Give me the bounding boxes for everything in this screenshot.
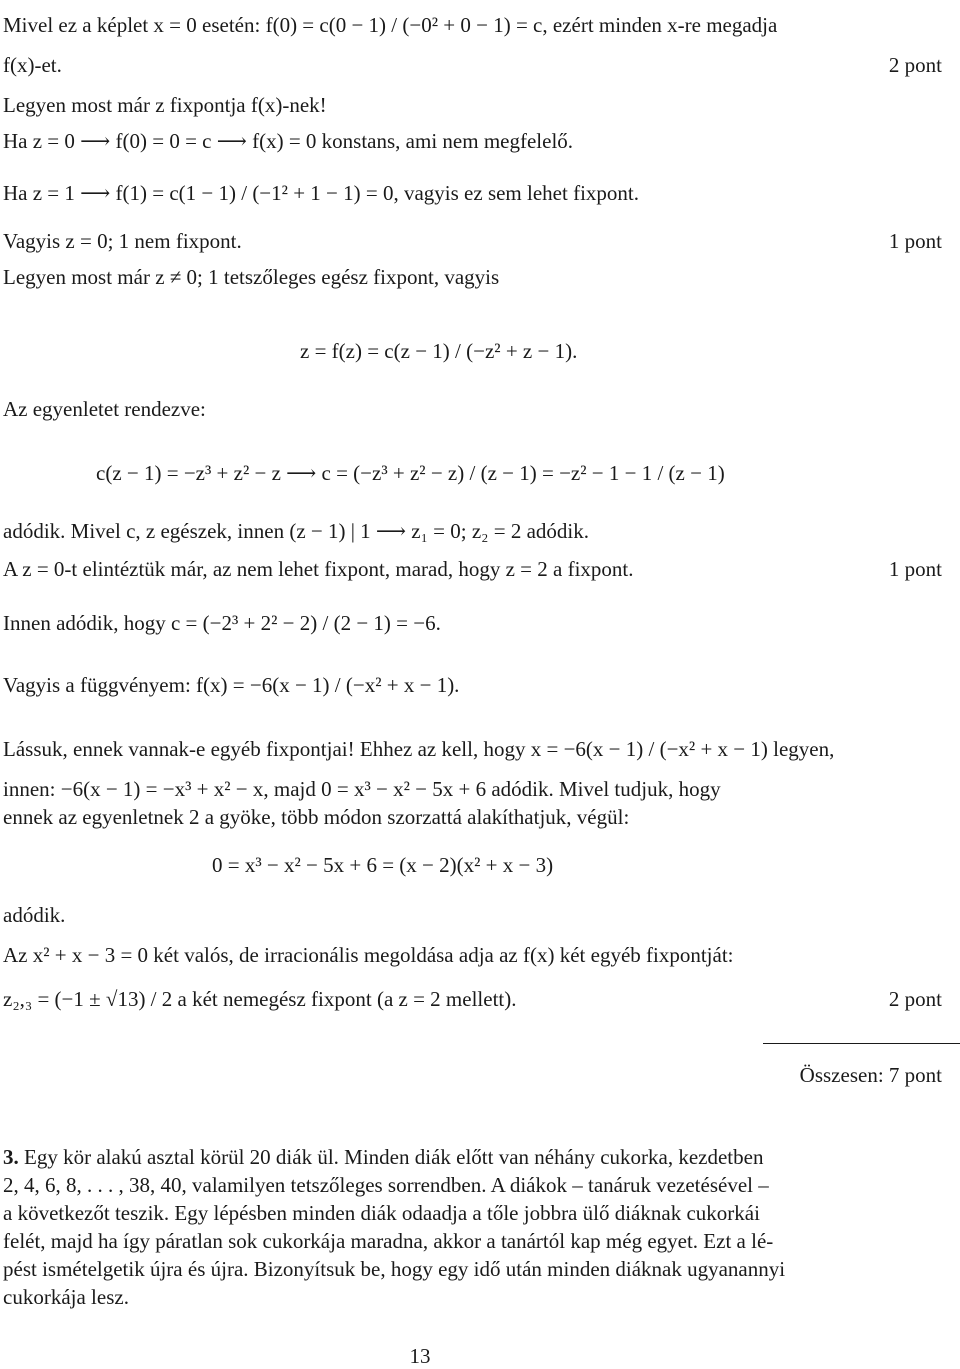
problem-text: Egy kör alakú asztal körül 20 diák ül. Minden diák előtt van néhány cukorka, kezdetben <box>24 1145 764 1169</box>
text-line-10: A z = 0-t elintéztük már, az nem lehet fixpont, marad, hogy z = 2 a fixpont. <box>3 557 634 581</box>
text-line-5: Ha z = 1 ⟶ f(1) = c(1 − 1) / (−1² + 1 − 1) = 0, vagyis ez sem lehet fixpont. <box>3 181 639 205</box>
page-number: 13 <box>409 1344 431 1368</box>
text-line-11: Innen adódik, hogy c = (−2³ + 2² − 2) / (2 − 1) = −6. <box>3 611 441 635</box>
text-line-12: Vagyis a függvényem: f(x) = −6(x − 1) / (−x² + x − 1). <box>3 673 460 697</box>
text-line-9: adódik. Mivel c, z egészek, innen (z − 1) | 1 ⟶ z₁ = 0; z₂ = 2 adódik. <box>3 519 589 543</box>
text-line-2: f(x)-et. <box>3 53 62 77</box>
formula-factorization: 0 = x³ − x² − 5x + 6 = (x − 2)(x² + x − 3) <box>212 853 554 877</box>
problem-3-line-2: 2, 4, 6, 8, . . . , 38, 40, valamilyen tetszőleges sorrendben. A diákok – tanáruk vezetésével – <box>3 1173 769 1197</box>
text-line-18: z₂,₃ = (−1 ± √13) / 2 a két nemegész fixpont (a z = 2 mellett). <box>3 987 517 1011</box>
score-label: 1 pont <box>888 557 942 581</box>
problem-3-line-6: cukorkája lesz. <box>3 1285 129 1309</box>
text-line-7: Legyen most már z ≠ 0; 1 tetszőleges egész fixpont, vagyis <box>3 265 500 289</box>
text-line-13: Lássuk, ennek vannak-e egyéb fixpontjai! Ehhez az kell, hogy x = −6(x − 1) / (−x² + x − 1) legyen, <box>3 737 835 761</box>
text-line-6: Vagyis z = 0; 1 nem fixpont. <box>3 229 242 253</box>
score-label: 2 pont <box>888 987 942 1011</box>
text-line-1: Mivel ez a képlet x = 0 esetén: f(0) = c(0 − 1) / (−0² + 0 − 1) = c, ezért minden x-re megadja <box>3 13 778 37</box>
problem-3-line-1 <box>3 1144 763 1170</box>
text-line-3: Legyen most már z fixpontja f(x)-nek! <box>3 93 327 117</box>
text-line-8: Az egyenletet rendezve: <box>3 397 206 421</box>
text-line-14: innen: −6(x − 1) = −x³ + x² − x, majd 0 = x³ − x² − 5x + 6 adódik. Mivel tudjuk, hogy <box>3 777 721 801</box>
text-line-16: adódik. <box>3 903 66 927</box>
formula-fixpoint: z = f(z) = c(z − 1) / (−z² + z − 1). <box>300 339 578 363</box>
score-label: 1 pont <box>888 229 942 253</box>
problem-number: 3. <box>3 1145 19 1169</box>
text-line-4: Ha z = 0 ⟶ f(0) = 0 = c ⟶ f(x) = 0 konstans, ami nem megfelelő. <box>3 129 574 153</box>
score-label: 2 pont <box>888 53 942 77</box>
total-score: Összesen: 7 pont <box>799 1063 942 1087</box>
problem-3-line-5: pést ismételgetik újra és újra. Bizonyítsuk be, hogy egy idő után minden diáknak ugyanannyi <box>3 1257 786 1281</box>
text-line-17: Az x² + x − 3 = 0 két valós, de irracionális megoldása adja az f(x) két egyéb fixpontját: <box>3 943 734 967</box>
total-divider <box>763 1043 960 1044</box>
text-line-15: ennek az egyenletnek 2 a gyöke, több módon szorzattá alakíthatjuk, végül: <box>3 805 630 829</box>
problem-3-line-3: a következőt teszik. Egy lépésben minden diák odaadja a tőle jobbra ülő diáknak cukorkái <box>3 1201 760 1225</box>
problem-3-line-4: felét, majd ha így páratlan sok cukorkája maradna, akkor a tanártól kap még egyet. Ezt a lé- <box>3 1229 774 1253</box>
formula-rearranged: c(z − 1) = −z³ + z² − z ⟶ c = (−z³ + z² − z) / (z − 1) = −z² − 1 − 1 / (z − 1) <box>96 461 725 485</box>
